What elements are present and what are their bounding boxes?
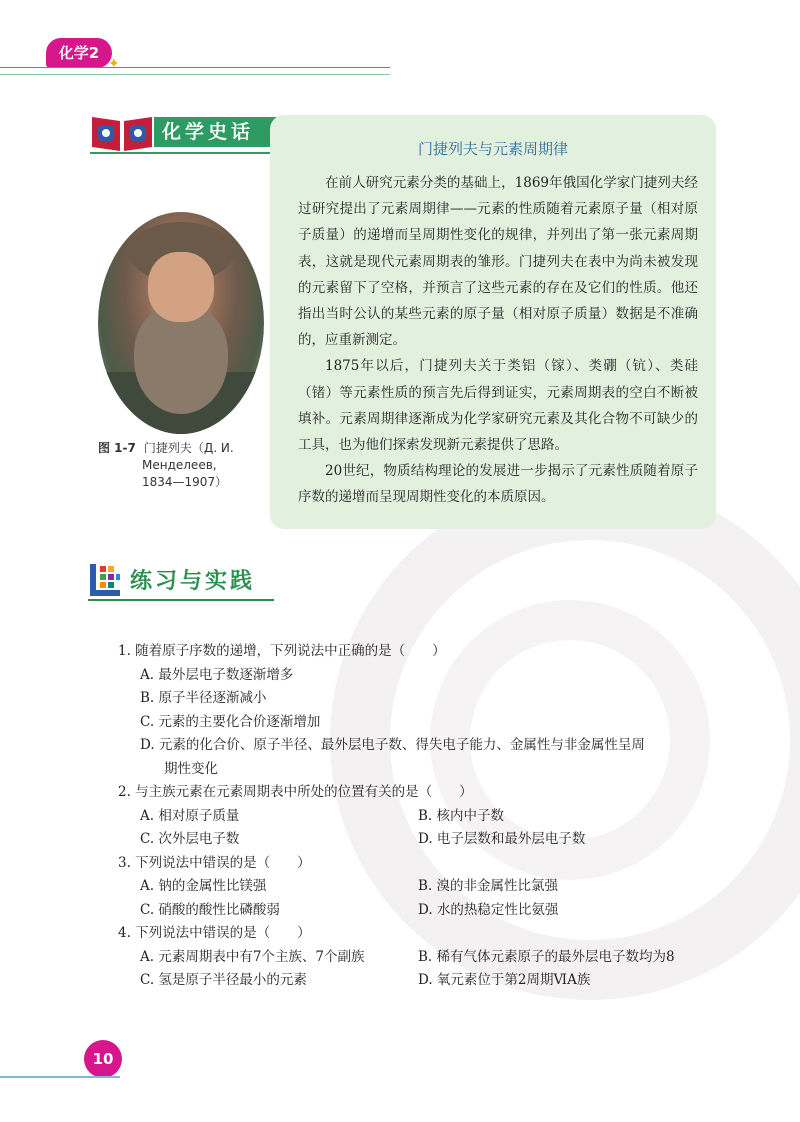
figure-caption xyxy=(98,440,268,491)
question-stem: 1. 随着原子序数的递增，下列说法中正确的是（ ） xyxy=(118,643,446,659)
star-icon: ✦ xyxy=(108,56,120,72)
question-stem: 2. 与主族元素在元素周期表中所处的位置有关的是（ ） xyxy=(118,784,473,800)
question-1 xyxy=(118,640,738,781)
exercise-section-title: 练习与实践 xyxy=(130,569,256,594)
figure-caption-line2: Менделеев, xyxy=(142,458,217,472)
option-c: C. 硝酸的酸性比磷酸弱 xyxy=(140,901,280,918)
figure-caption-line1: 门捷列夫（Д. И. xyxy=(143,441,234,455)
figure-caption-line3: 1834—1907） xyxy=(142,475,228,489)
exercise-blocks-icon xyxy=(88,562,122,598)
option-d xyxy=(118,734,738,781)
header-rule xyxy=(0,67,390,75)
option-d: D. 电子层数和最外层电子数 xyxy=(418,831,586,847)
option-c: C. 元素的主要化合价逐渐增加 xyxy=(140,713,321,730)
option-b: B. 核内中子数 xyxy=(418,807,505,824)
page-number: 10 xyxy=(84,1040,122,1078)
history-section-title: 化学史话 xyxy=(154,117,294,147)
article-paragraph-2: 1875年以后，门捷列夫关于类铝（镓）、类硼（钪）、类硅（锗）等元素性质的预言先后得到证实，元素周期表的空白不断被填补。元素周期律逐渐成为化学家研究元素及其化合物不可缺少的工具，也为他们探索发现新元素提供了思路。 xyxy=(298,358,698,454)
question-4 xyxy=(118,922,738,993)
exercise-underline xyxy=(88,599,274,601)
option-c: C. 氢是原子半径最小的元素 xyxy=(140,972,307,988)
history-underline xyxy=(90,152,290,154)
article-body xyxy=(298,170,698,511)
option-c: C. 次外层电子数 xyxy=(140,831,240,847)
article-paragraph-1: 在前人研究元素分类的基础上，1869年俄国化学家门捷列夫经过研究提出了元素周期律——元素的性质随着元素原子量（相对原子质量）的递增而呈周期性变化的规律，并列出了第一张元素周期表，这就是现代元素周期表的雏形。门捷列夫在表中为尚未被发现的元素留下了空格，并预言了这些元素的存在及它们的性质。他还指出当时公认的某些元素的原子量（相对原子质量）数据是不准确的，应重新测定。 xyxy=(298,175,698,349)
option-d-text: D. 元素的化合价、原子半径、最外层电子数、得失电子能力、金属性与非金属性呈周 xyxy=(140,737,645,753)
option-d: D. 水的热稳定性比氨强 xyxy=(418,901,559,918)
option-row xyxy=(118,969,738,993)
question-list xyxy=(118,640,738,993)
option-row xyxy=(118,805,738,829)
option-d-continuation: 期性变化 xyxy=(164,760,218,777)
option-row xyxy=(118,828,738,852)
option-b: B. 稀有气体元素原子的最外层电子数均为8 xyxy=(418,948,675,965)
option-row xyxy=(118,946,738,970)
question-3 xyxy=(118,852,738,923)
article-title: 门捷列夫与元素周期律 xyxy=(417,140,568,158)
figure-number: 图 1-7 xyxy=(98,441,136,455)
option-d: D. 氧元素位于第2周期ⅥA族 xyxy=(418,972,591,988)
question-stem: 4. 下列说法中错误的是（ ） xyxy=(118,925,311,941)
question-2 xyxy=(118,781,738,852)
option-a: A. 最外层电子数逐渐增多 xyxy=(140,666,294,683)
option-a: A. 相对原子质量 xyxy=(140,807,240,824)
portrait-face xyxy=(148,252,214,322)
option-row xyxy=(118,899,738,923)
mendeleev-portrait xyxy=(98,212,264,434)
option-b: B. 溴的非金属性比氯强 xyxy=(418,878,559,894)
option-a: A. 元素周期表中有7个主族、7个副族 xyxy=(140,948,365,965)
footer-rule xyxy=(0,1076,120,1078)
option-b: B. 原子半径逐渐减小 xyxy=(140,690,267,706)
question-stem: 3. 下列说法中错误的是（ ） xyxy=(118,854,311,871)
option-a: A. 钠的金属性比镁强 xyxy=(140,878,267,894)
book-badge: 化学2 xyxy=(46,38,112,68)
article-paragraph-3: 20世纪，物质结构理论的发展进一步揭示了元素性质随着原子序数的递增而呈现周期性变化的本质原因。 xyxy=(298,463,698,506)
open-book-icon xyxy=(90,113,154,153)
option-row xyxy=(118,875,738,899)
